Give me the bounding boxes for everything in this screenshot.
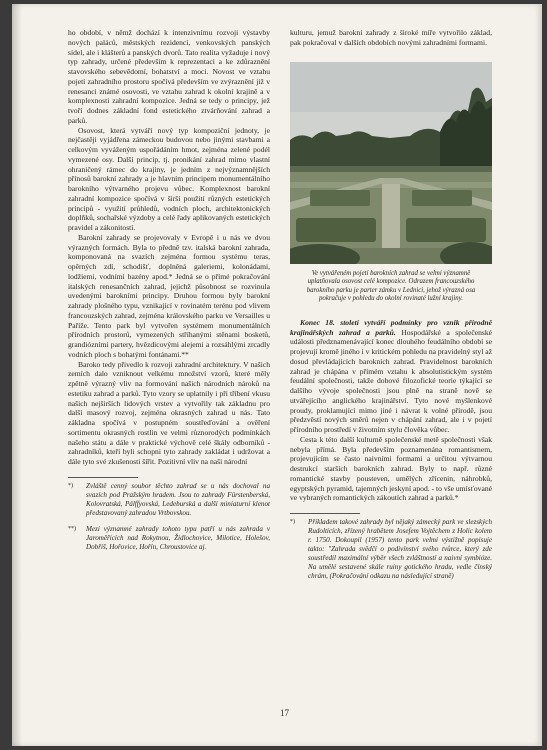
- garden-photo: [290, 62, 492, 264]
- paragraph: Baroko tedy přivedlo k rozvoji zahradní architektury. V našich zemích dalo vzniknout velkému množství vzorů, které měly zpětně výrazný vliv na formování našich národních nároků na estetiku zahrad a parků. Tyto vzory se uplatnily i při tříbení vkusu našich nejširších lidových vrstev a vytvořily tak základnu pro další masový rozvoj, zejména okrasných zahrad u nás. Tato základna spočívá v postupném soustřeďování a ověření sortimentu okrasných rostlin ve velmi různorodých podmínkách našeho státu a dále v praktické výchově celé škály odborníků - zahradníků, kteří byli schopni tyto zahrady zakládat i udržovat a dále tyto své zkušenosti šířit. Pozitivní vliv na naši národní: [68, 359, 270, 466]
- footnote: [68, 482, 270, 518]
- footnote: [290, 518, 492, 581]
- paragraph-text: Hospodářské a společenské události předznamenávající konec dlouhého feudálního období se projevují kromě jiného i v kritickém pohledu na pravidelný styl až dosud převládajících barokních zahrad. Pravidelnost barokních zahrad je chápána v přímém vztahu k absolutistickým systém feudální společnosti, takže dobové filozofické teorie týkající se dalšího vývoje společnosti jsou plně na straně nově se utvářejícího anglického krajinářství. Tyto nové myšlenkové proudy, proklamující mimo jiné i návrat k volné přírodě, jsou předzvěstí nových směrů nejen v chápání zahrad, ale i v pojetí přírodního prostředí v životním stylu člověka vůbec.: [290, 327, 492, 435]
- footnote-mark: *): [68, 482, 73, 489]
- paragraph: Osovost, která vytváří nový typ kompoziční jednoty, je nejčastěji vyjádřena zámeckou budovou nebo jinými stavbami a celkovým vyváženým uspořádáním hmot, zejména zelené podél vymezené osy. Další princip, tj. pronikání zahrad mimo vlastní ohraničený rámec do krajiny, je jedním z nejvýznamnějších přínosů barokní zahrady a je hlavním principem monumentálního barokního výtvarného projevu vůbec. Komplexnost barokní zahradní kompozice spočívá v širší použití různých estetických principů - využití průhledů, vodních ploch, architektonických doplňků, sochařské výzdoby a celé řady aplikovaných estetických pravidel a zákonitostí.: [68, 125, 270, 232]
- left-column: [68, 28, 270, 559]
- paragraph: ho období, v němž dochází k intenzivnímu rozvoji výstavby nových paláců, městských rezidencí, venkovských panských sídel, ale i klášterů a panských dvorů. Tato realita vyžaduje i nový typ zahrady, určené především k reprezentaci a ke zdůraznění stavovského sebevědomí, bohatství a moci. Novost ve vztahu pojetí zahradního prostoru spočívá především ve zvýraznění již v renesanci známé osovosti, ve vztahu zahrad k okolní krajině a v komplexnosti zahradní kompozice. Jedná se tedy o principy, jež tvoří dodnes základní fond estetického ztvárňování zahrad a parků.: [68, 28, 270, 125]
- footnote: [68, 525, 270, 552]
- page-number: 17: [280, 708, 289, 718]
- paragraph: Cesta k této další kulturně společenské metě společnosti však nebyla přímá. Byla především poznamenána romantismem, projevujícím se často naivními formami a určitou výtvarnou destrukcí starších barokních zahrad. Byly to např. různé romantické stavby pousteven, umělých zřícenin, náhrobků, egyptských pyramid, tajemných jeskyní apod. - to vše umísťované ve vybraných romantických zákoutích zahrad a parků.*: [290, 434, 492, 503]
- footnote-mark: *): [290, 519, 295, 526]
- paragraph: kulturu, jemuž barokní zahrady z široké míře vytvořilo základ, pak pokračoval v dalších obdobích novými zahradními formami.: [290, 28, 492, 47]
- footnote-text: Mezi významné zahrady tohoto typu patří u nás zahrada v Jaroměřicích nad Rokytnou, Židlochovice, Milotice, Holešov, Dobříš, Hořovice, Hořín, Chroustovice aj.: [86, 524, 270, 551]
- photo-caption: Ve vytvářeném pojetí barokních zahrad se velmi významně uplatňovala osovost celé kompozice. Odrazem francouzského barokního parku je parter zámku v Lednici, jehož výrazná osa pokračuje v pohledu do okolní rovinaté lužní krajiny.: [306, 269, 476, 303]
- footnote-mark: **): [68, 525, 76, 532]
- footnote-divider: [68, 477, 138, 478]
- footnote-divider: [290, 513, 360, 514]
- garden-photo-image: [290, 62, 492, 264]
- footnote-text: Zvláště cenný soubor těchto zahrad se u nás dochoval na svazích pod Pražským hradem. Jsou to zahrady Fürstenberská, Kolovratská, Pálffyovská, Ledeburská a další miniaturní klenot představovaný zahradou Vrtbovskou.: [86, 481, 270, 517]
- paragraph: [290, 318, 492, 435]
- book-page: [12, 4, 542, 746]
- section-subheading: Konec 18. století vytváří podmínky pro vznik přírodně krajinářských zahrad a parků.: [290, 317, 492, 337]
- paragraph: Barokní zahrady se projevovaly v Evropě i u nás ve dvou výrazných formách. Byla to předně tzv. italská barokní zahrada, komponovaná na svazích zejména formou systému teras, opěrných zdí, schodišť, doplněná galeriemi, kolonádami, lodžiemi, vodními bazény apod.* Jedná se o přímé pokračování italských renesančních zahrad, jejichž působnost se rozvinula uvedenými barokními principy. Druhou formou byly barokní zahrady plošného typu, vznikající v rovinatém terénu pod vlivem francouzských zahrad, zejména královského parku ve Versailles u Paříže. Tento park byl vytvořen systémem monumentálních přírodních prostorů, vymezených stříhanými stěnami bosketů, grandiózními partery, hvězdicovými alejemi a rozsáhlými zrcadly vodních ploch s bohatými fontánami.**: [68, 232, 270, 359]
- footnote-text: Příkladem takové zahrady byl nějaký zámecký park ve slezských Rudolticích, zřízený hrabětem Josefem Vojtěchem z Holic kolem r. 1750. Dokoupil (1957) tento park velmi výstižně popisuje takto: "Zahrada svědčí o podivínství svého tvůrce, který zde soustředil maximální výběr všech zvláštností a naivní symbióze. Na umělé sestavené skále ruiny gotického hradu, vedle čínský chrám, (Pokračování odkazu na následující straně): [308, 518, 492, 581]
- right-column: [290, 28, 492, 588]
